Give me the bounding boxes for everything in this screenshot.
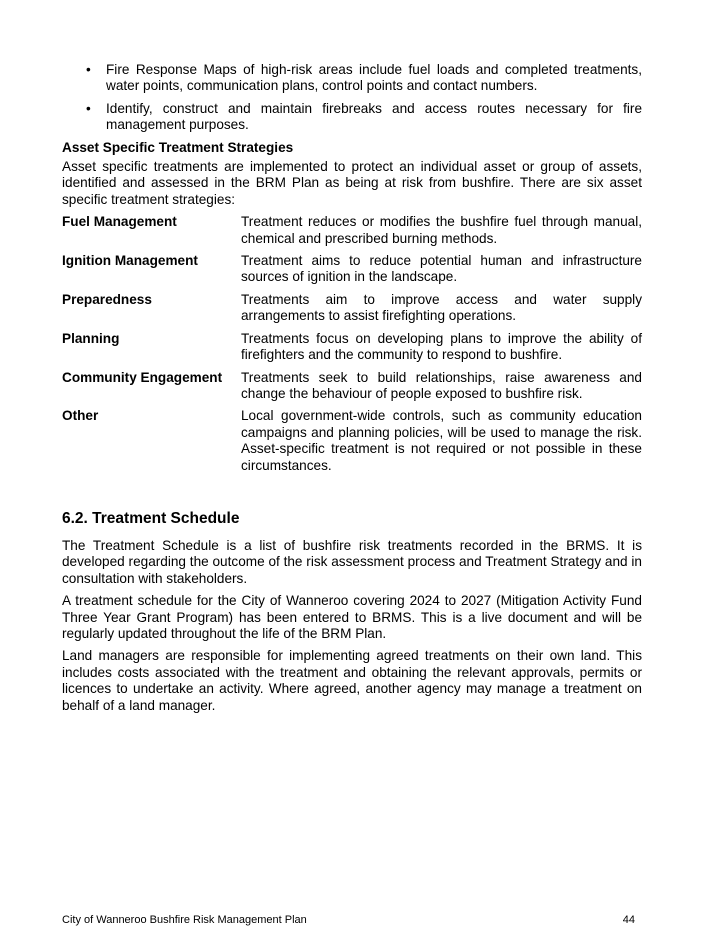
bullet-item — [62, 101, 642, 134]
bullet-dot-icon: • — [86, 62, 91, 77]
strategy-term: Preparedness — [62, 291, 152, 307]
strategy-term: Ignition Management — [62, 253, 198, 269]
strategy-term: Planning — [62, 330, 120, 346]
page-footer — [62, 914, 635, 927]
strategy-row — [62, 331, 642, 364]
strategy-description: Treatment reduces or modifies the bushfire fuel through manual, chemical and prescribed burning methods. — [241, 214, 642, 246]
strategy-row — [62, 370, 642, 403]
strategy-description: Local government-wide controls, such as community education campaigns and planning policies, will be used to manage the risk. Asset-specific treatment is not required or not possible in these circumstances. — [241, 408, 642, 473]
bullet-text: Fire Response Maps of high-risk areas include fuel loads and completed treatments, water points, communication plans, control points and contact numbers. — [106, 62, 642, 94]
schedule-paragraph: Land managers are responsible for implementing agreed treatments on their own land. This includes costs associated with the treatment and obtaining the relevant approvals, permits or licences to undertake an activity. Where agreed, another agency may manage a treatment on behalf of a land manager. — [62, 648, 642, 713]
strategy-row — [62, 408, 642, 474]
section-heading: 6.2. Treatment Schedule — [62, 509, 240, 527]
asset-strategies-intro: Asset specific treatments are implemented to protect an individual asset or group of assets, identified and assessed in the BRM Plan as being at risk from bushfire. There are six asset specific treatment strategies: — [62, 159, 642, 207]
strategy-row — [62, 292, 642, 325]
bullet-list — [62, 62, 642, 134]
strategy-term: Other — [62, 408, 99, 424]
strategy-row — [62, 214, 642, 247]
bullet-dot-icon: • — [86, 100, 91, 116]
schedule-paragraph: The Treatment Schedule is a list of bushfire risk treatments recorded in the BRMS. It is developed regarding the outcome of the risk assessment process and Treatment Strategy and in consultation with stakeholders. — [62, 537, 642, 586]
schedule-paragraph: A treatment schedule for the City of Wanneroo covering 2024 to 2027 (Mitigation Activity Fund Three Year Grant Program) has been entered to BRMS. This is a live document and will be regularly updated throughout the life of the BRM Plan. — [62, 593, 642, 641]
strategy-description: Treatments seek to build relationships, raise awareness and change the behaviour of people exposed to bushfire risk. — [241, 369, 642, 401]
strategy-description: Treatments focus on developing plans to improve the ability of firefighters and the community to respond to bushfire. — [241, 330, 642, 363]
bullet-item — [62, 62, 642, 95]
strategy-description: Treatment aims to reduce potential human and infrastructure sources of ignition in the landscape. — [241, 253, 642, 285]
strategy-term: Community Engagement — [62, 369, 223, 385]
page-number: 44 — [622, 914, 635, 926]
asset-strategies-heading: Asset Specific Treatment Strategies — [62, 139, 294, 155]
strategy-description: Treatments aim to improve access and water supply arrangements to assist firefighting operations. — [241, 291, 642, 324]
strategy-term: Fuel Management — [62, 214, 177, 230]
page-content — [62, 62, 642, 720]
bullet-text: Identify, construct and maintain firebreaks and access routes necessary for fire management purposes. — [106, 100, 642, 133]
footer-title: City of Wanneroo Bushfire Risk Management Plan — [62, 914, 307, 926]
strategy-row — [62, 253, 642, 286]
